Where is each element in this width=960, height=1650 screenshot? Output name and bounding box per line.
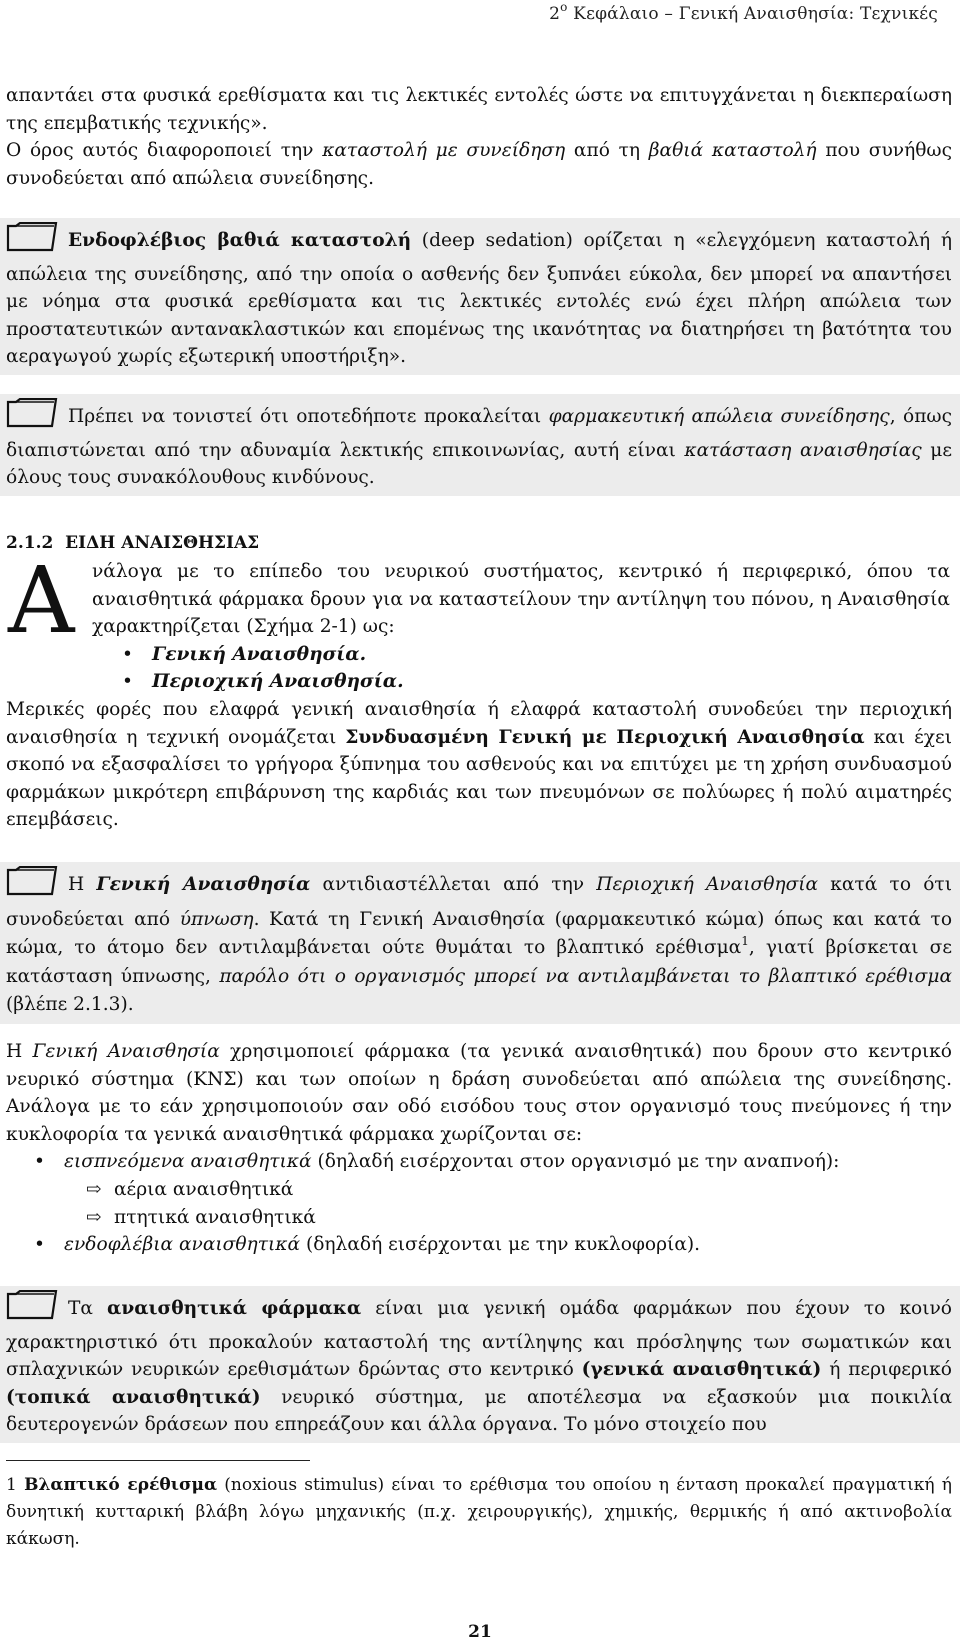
note-folder-icon: [6, 398, 58, 437]
bullet-dot: •: [34, 1151, 45, 1173]
list-item: • ενδοφλέβια αναισθητικά (δηλαδή εισέρχονται με την κυκλοφορία).: [6, 1231, 952, 1259]
note-deep-sedation: Ενδοφλέβιος βαθιά καταστολή (deep sedation) ορίζεται η «ελεγχόμενη καταστολή ή απώλεια της συνείδησης, από την οποία ο ασθενής δεν ξυπνάει εύκολα, δεν μπορεί να απαντήσει με νόημα στα φυσικά ερεθίσματα και τις λεκτικές εντολές ενώ έχει πλήρη απώλεια των προστατευτικών αντανακλαστικών και επομένως της ικανότητας να διατηρήσει τη βατότητα του αεραγωγού χωρίς εξωτερική υποστήριξη».: [0, 218, 960, 375]
list-item: ⇨ πτητικά αναισθητικά: [6, 1204, 952, 1232]
bullet-dot: •: [122, 671, 133, 693]
note-pharmacological-unconsciousness: Πρέπει να τονιστεί ότι οποτεδήποτε προκαλείται φαρμακευτική απώλεια συνείδησης, όπως διαπιστώνεται από την αδυναμία λεκτικής επικοινωνίας, αυτή είναι κατάσταση αναισθησίας με όλους τους συνακόλουθους κινδύνους.: [0, 394, 960, 496]
note-anesthetic-drugs: Τα αναισθητικά φάρμακα είναι μια γενική ομάδα φαρμάκων που έχουν το κοινό χαρακτηριστικό ότι προκαλούν καταστολή της αντίληψης και πρόσληψης των σωματικών και σπλαχνικών νευρικών ερεθισμάτων δρώντας στο κεντρικό (γενικά αναισθητικά) ή περιφερικό (τοπικά αναισθητικά) νευρικό σύστημα, με αποτέλεσμα να εξασκούν μια ποικιλία δευτερογενών δράσεων που επηρεάζουν και άλλα όργανα. Το μόνο στοιχείο που: [0, 1286, 960, 1443]
intro-paragraph: νάλογα με το επίπεδο του νευρικού συστήματος, κεντρικό ή περιφερικό, όπου τα αναισθητικά φάρμακα δρουν για να καταστείλουν την αντίληψη του πόνου, η Αναισθησία χαρακτηρίζεται (Σχήμα 2-1) ως: • Γενική Αναισθησία. • Περιοχική Αναισθησία.: [92, 558, 950, 696]
right-arrow-outline-icon: ⇨: [86, 1206, 102, 1228]
list-item: • Γενική Αναισθησία.: [92, 641, 950, 669]
drop-cap: Α: [8, 547, 75, 654]
note-folder-icon: [6, 222, 58, 261]
bullet-dot: •: [34, 1234, 45, 1256]
combined-anesthesia-paragraph: Μερικές φορές που ελαφρά γενική αναισθησία ή ελαφρά καταστολή συνοδεύει την περιοχική αναισθησία η τεχνική ονομάζεται Συνδυασμένη Γενική με Περιοχική Αναισθησία και έχει σκοπό να εξασφαλίσει το γρήγορα ξύπνημα του ασθενούς και να επιτύχει με τη χρήση συνδυασμού φαρμάκων μικρότερη επιβάρυνση της καρδιάς και των πνευμόνων σε πολύωρες ή πολύ αιματηρές επεμβάσεις.: [6, 699, 952, 831]
route-list: [6, 1148, 952, 1258]
note-folder-icon: [6, 866, 58, 906]
general-anesthesia-paragraph: Η Γενική Αναισθησία χρησιμοποιεί φάρμακα (τα γενικά αναισθητικά) που δρουν στο κεντρικό νευρικό σύστημα (ΚΝΣ) και των οποίων η δράση συνοδεύεται από απώλεια της συνείδησης. Ανάλογα με το εάν χρησιμοποιούν σαν οδό εισόδου τους στον οργανισμό τους πνεύμονες ή την κυκλοφορία τα γενικά αναισθητικά φάρμακα χωρίζονται σε: • εισπνεόμενα αναισθητικά (δηλαδή εισέρχονται στον οργανισμό με την αναπνοή): ⇨ αέρια αναισθητικά ⇨ πτητικά αναισθητικά • ενδοφλέβια αναισθητικά (δηλαδή εισέρχονται με την κυκλοφορία).: [0, 1038, 960, 1259]
footnote-separator: [6, 1460, 310, 1461]
footnote: 1 Βλαπτικό ερέθισμα (noxious stimulus) είναι το ερέθισμα του οποίου η ένταση προκαλεί πραγματική ή δυνητική κυτταρική βλάβη λόγω μηχανικής (π.χ. χειρουργικής), χημικής, θερμικής ή από ακτινοβολία κάκωση.: [6, 1475, 952, 1549]
right-arrow-outline-icon: ⇨: [86, 1178, 102, 1200]
page-number: 21: [468, 1622, 492, 1642]
section-heading: 2.1.2 ΕΙΔΗ ΑΝΑΙΣΘΗΣΙΑΣ: [6, 533, 260, 553]
list-item: • Περιοχική Αναισθησία.: [92, 668, 950, 696]
note-folder-icon: [6, 1290, 58, 1329]
anesthesia-types-list: [92, 641, 950, 696]
running-header: $2^o$ Κεφάλαιο – Γενική Αναισθησία: Τεχνικές: [549, 0, 938, 24]
list-item: ⇨ αέρια αναισθητικά: [6, 1176, 952, 1204]
bullet-dot: •: [122, 643, 133, 665]
paragraph-continuation: απαντάει στα φυσικά ερεθίσματα και τις λεκτικές εντολές ώστε να επιτυγχάνεται η διεκπεραίωση της επεμβατικής τεχνικής». Ο όρος αυτός διαφοροποιεί την καταστολή με συνείδηση από τη βαθιά καταστολή που συνήθως συνοδεύεται από απώλεια συνείδησης.: [6, 85, 952, 189]
list-item: • εισπνεόμενα αναισθητικά (δηλαδή εισέρχονται στον οργανισμό με την αναπνοή):: [6, 1148, 952, 1176]
note-general-vs-regional: Η Γενική Αναισθησία αντιδιαστέλλεται από την Περιοχική Αναισθησία κατά το ότι συνοδεύεται από ύπνωση. Κατά τη Γενική Αναισθησία (φαρμακευτικό κώμα) όπως και κατά το κώμα, το άτομο δεν αντιλαμβάνεται ούτε θυμάται το βλαπτικό ερέθισμα$^1$, γιατί βρίσκεται σε κατάσταση ύπνωσης, παρόλο ότι ο οργανισμός μπορεί να αντιλαμβάνεται το βλαπτικό ερέθισμα (βλέπε 2.1.3).: [0, 862, 960, 1024]
